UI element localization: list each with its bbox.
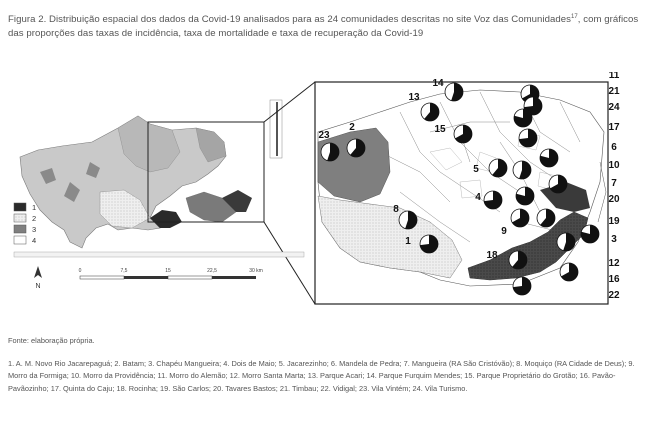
pie-community-8	[399, 211, 417, 229]
map-svg	[0, 72, 650, 317]
pie-label-3: 3	[611, 234, 617, 245]
scale-label-1: 7,5	[120, 268, 128, 274]
pie-label-18: 18	[486, 250, 498, 261]
legend-label-4: 4	[32, 236, 37, 245]
pie-community-1	[420, 235, 438, 253]
pie-community-23	[321, 143, 339, 161]
pie-community-20	[516, 187, 534, 205]
pie-label-17: 17	[608, 122, 620, 133]
pie-community-13	[421, 103, 439, 121]
pie-community-22	[513, 277, 531, 295]
pie-label-6: 6	[611, 142, 617, 153]
pie-label-23: 23	[318, 130, 330, 141]
legend-label-2: 2	[32, 214, 37, 223]
map-legend	[14, 203, 36, 245]
pie-label-11: 11	[608, 72, 620, 81]
pie-label-9: 9	[501, 226, 507, 237]
scale-label-2: 15	[165, 268, 171, 274]
pie-community-4	[484, 191, 502, 209]
pie-community-14	[445, 83, 463, 101]
legend-swatch-1	[14, 203, 26, 211]
pie-label-10: 10	[608, 160, 620, 171]
pie-community-3	[581, 225, 599, 243]
pie-label-20: 20	[608, 194, 620, 205]
legend-swatch-4	[14, 236, 26, 244]
pie-label-12: 12	[608, 258, 620, 269]
pie-label-16: 16	[608, 274, 620, 285]
pie-community-9	[511, 209, 529, 227]
pie-community-16	[560, 263, 578, 281]
pie-label-8: 8	[393, 204, 399, 215]
scale-label-4: 30 km	[249, 268, 263, 274]
figure-caption: Figura 2. Distribuição espacial dos dados da Covid-19 analisados para as 24 comunidades descritas no site Voz das Comunidades$^{17}$, com gráficos das proporções das taxas de incidência, taxa de mortalidade e taxa de recuperação da Covid-19	[8, 14, 639, 40]
legend-label-1: 1	[32, 203, 37, 212]
community-legend: 1. A. M. Novo Rio Jacarepaguá; 2. Batam; 3. Chapéu Mangueira; 4. Dois de Maio; 5. Jacarezinho; 6. Mandela de Pedra; 7. Mangueira (RA São Cristóvão); 8. Moquiço (RA Cidade de Deus); 9. Morro da Formiga; 10. Morro da Providência; 11. Morro do Alemão; 12. Morro Santa Marta; 13. Parque Acari; 14. Parque Furquim Mendes; 15. Parque Proprietário do Grotão; 16. Pavão-Pavãozinho; 17. Quinta do Caju; 18. Rocinha; 19. São Carlos; 20. Tavares Bastos; 21. Timbau; 22. Vidigal; 23. Vila Vintém; 24. Vila Turismo.	[8, 359, 635, 393]
pie-label-2: 2	[349, 122, 355, 133]
coordinate-bar	[14, 252, 304, 257]
legend-label-3: 3	[32, 225, 37, 234]
pie-label-22: 22	[608, 290, 620, 301]
pie-label-15: 15	[434, 124, 446, 135]
pie-label-21: 21	[608, 86, 620, 97]
pie-community-12	[557, 233, 575, 251]
pie-community-10	[513, 161, 531, 179]
pie-label-1: 1	[405, 236, 411, 247]
pie-label-13: 13	[408, 92, 420, 103]
pie-community-18	[509, 251, 527, 269]
source-note: Fonte: elaboração própria.	[8, 336, 95, 345]
north-arrow-icon	[34, 266, 42, 290]
legend-swatch-3	[14, 225, 26, 233]
inset-scalebar-fill	[276, 102, 278, 156]
scale-label-3: 22,5	[207, 268, 217, 274]
pie-community-24	[514, 109, 532, 127]
pie-community-7	[549, 175, 567, 193]
pie-label-14: 14	[432, 78, 444, 89]
covid-map-figure	[0, 72, 650, 317]
pie-community-6	[540, 149, 558, 167]
pie-community-5	[489, 159, 507, 177]
pie-label-5: 5	[473, 164, 479, 175]
scale-label-0: 0	[78, 268, 82, 274]
pie-label-19: 19	[608, 216, 620, 227]
pie-label-7: 7	[611, 178, 617, 189]
pie-community-19	[537, 209, 555, 227]
north-label: N	[35, 283, 41, 290]
pie-community-2	[347, 139, 365, 157]
scale-bar	[79, 268, 263, 279]
pie-label-4: 4	[475, 192, 481, 203]
overview-map	[20, 116, 264, 248]
pie-community-17	[519, 129, 537, 147]
pie-label-24: 24	[608, 102, 620, 113]
pie-community-15	[454, 125, 472, 143]
legend-swatch-2	[14, 214, 26, 222]
